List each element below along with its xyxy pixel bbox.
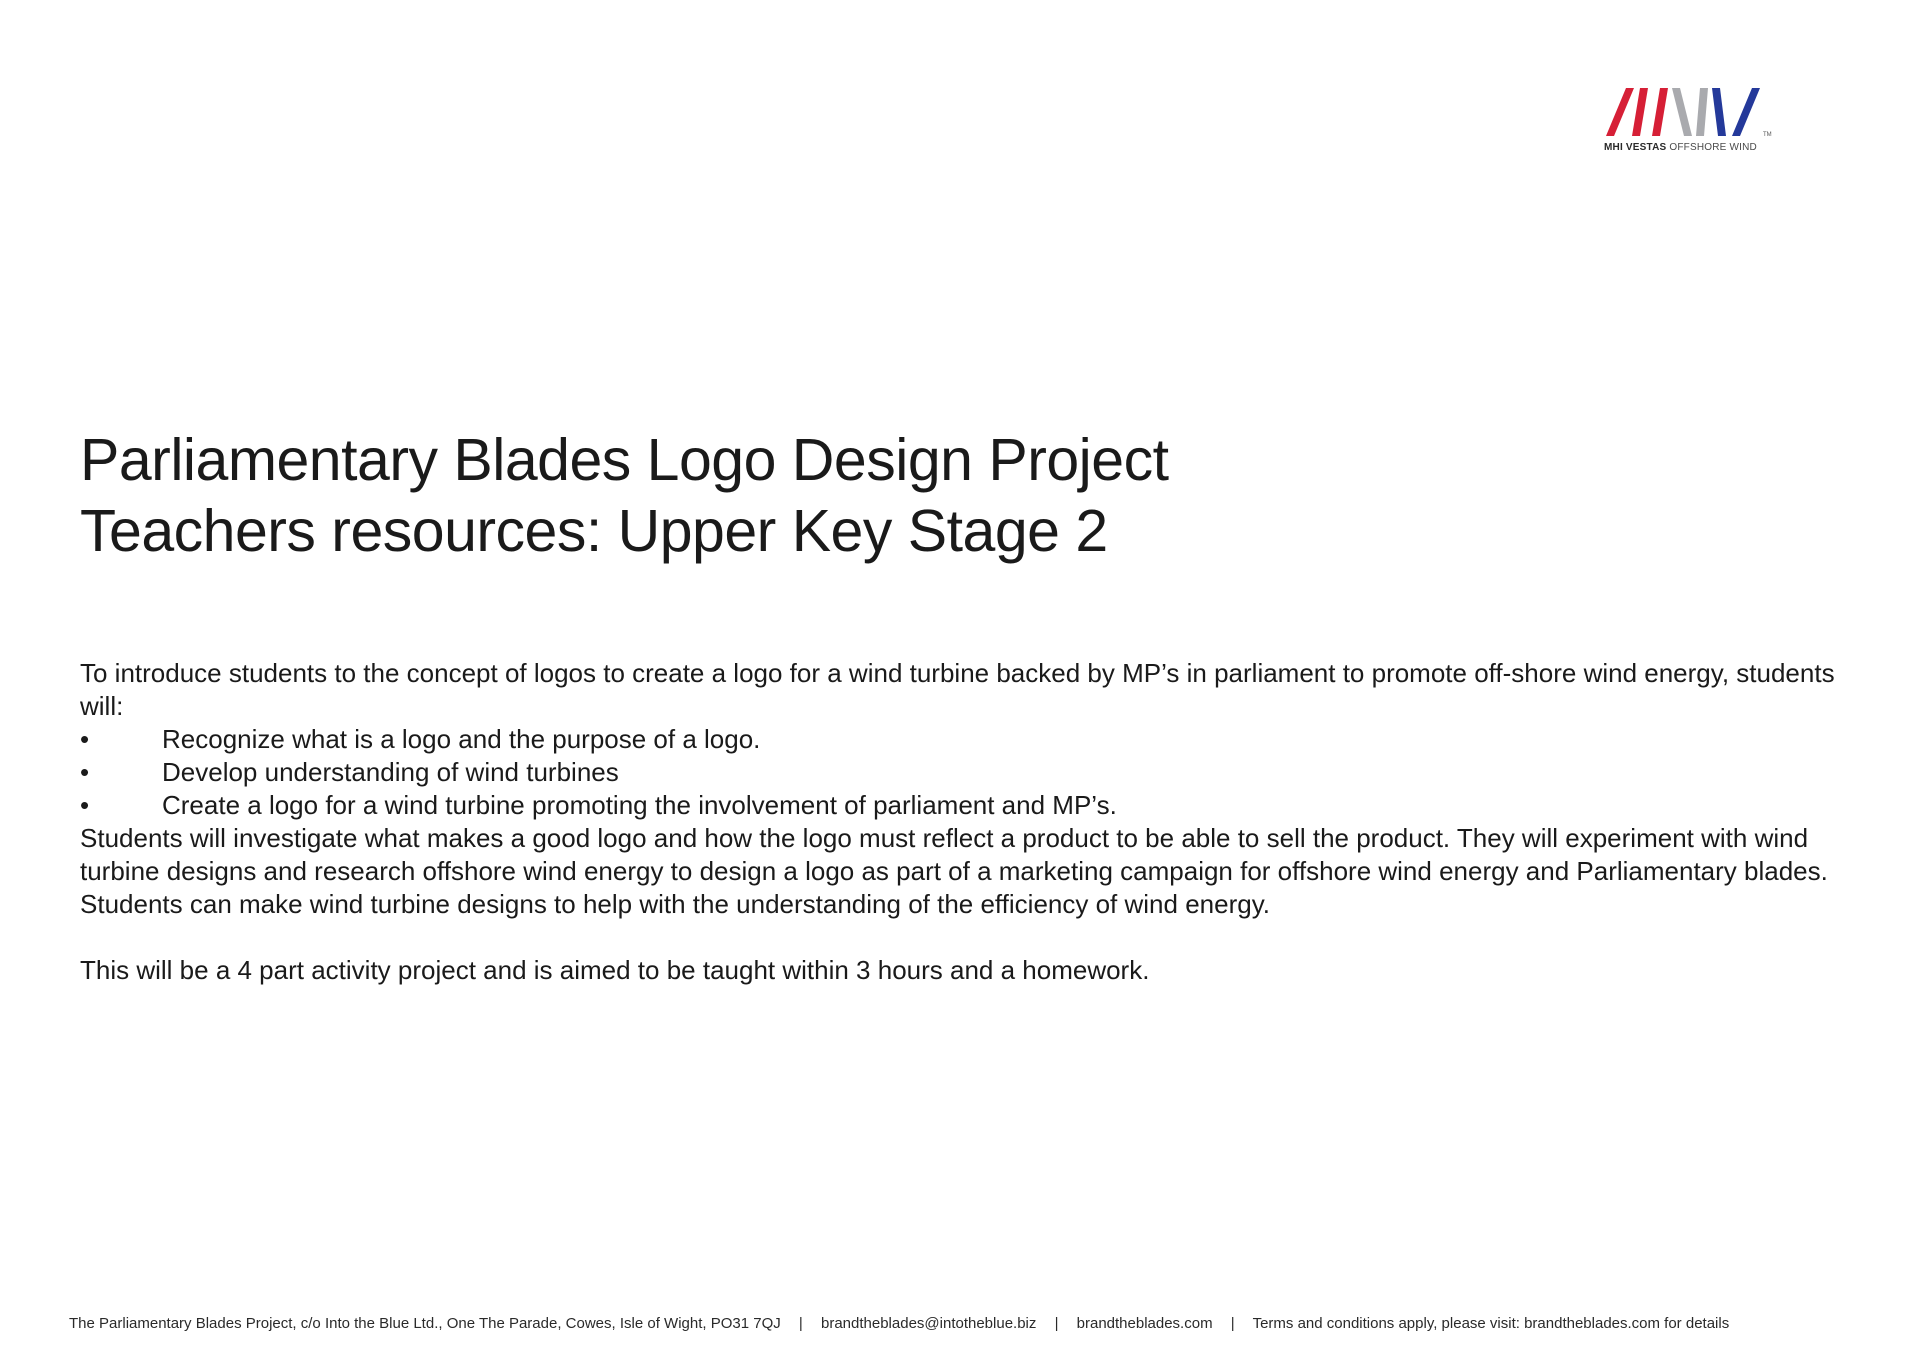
title-line-1: Parliamentary Blades Logo Design Project <box>80 427 1169 493</box>
bullet-icon: • <box>80 790 90 820</box>
list-item <box>80 789 1840 822</box>
footer-separator: | <box>798 1315 803 1332</box>
trademark-mark: TM <box>1763 132 1772 138</box>
paragraph-spacer <box>80 921 1840 954</box>
logo-stroke-grey-2 <box>1696 88 1708 136</box>
logo-stroke-red-1 <box>1606 88 1634 136</box>
closing-paragraph: This will be a 4 part activity project and is aimed to be taught within 3 hours and a homework. <box>80 955 1150 985</box>
logo-wordmark-bold: MHI VESTAS <box>1604 142 1667 153</box>
footer-website[interactable]: brandtheblades.com <box>1076 1315 1213 1332</box>
description-paragraph: Students will investigate what makes a good logo and how the logo must reflect a product to be able to sell the product. They will experiment with wind turbine designs and research offshore wind energy to design a logo as part of a marketing campaign for offshore wind energy and Parliamentary blades. Students can make wind turbine designs to help with the understanding of the efficiency of wind energy. <box>80 823 1828 919</box>
footer-terms: Terms and conditions apply, please visit: brandtheblades.com for details <box>1252 1315 1730 1332</box>
logo-wordmark-light: OFFSHORE WIND <box>1669 142 1757 153</box>
footer-separator: | <box>1230 1315 1235 1332</box>
logo-mark-icon <box>1602 86 1774 138</box>
logo-stroke-blue-2 <box>1732 88 1760 136</box>
footer-address: The Parliamentary Blades Project, c/o Into the Blue Ltd., One The Parade, Cowes, Isle of Wight, PO31 7QJ <box>69 1315 781 1332</box>
logo-stroke-grey-1 <box>1672 88 1692 136</box>
bullet-icon: • <box>80 724 90 754</box>
logo-stroke-red-3 <box>1652 88 1668 136</box>
body-text <box>80 657 1840 987</box>
list-item <box>80 723 1840 756</box>
list-item-text: Develop understanding of wind turbines <box>162 757 619 787</box>
page-title <box>80 425 1580 567</box>
logo-wordmark <box>1604 142 1776 153</box>
logo-stroke-red-2 <box>1632 88 1648 136</box>
list-item-text: Create a logo for a wind turbine promoting the involvement of parliament and MP’s. <box>162 790 1117 820</box>
list-item-text: Recognize what is a logo and the purpose of a logo. <box>162 724 761 754</box>
title-line-2: Teachers resources: Upper Key Stage 2 <box>80 498 1108 564</box>
page-footer <box>69 1314 1869 1334</box>
objectives-list <box>80 723 1840 822</box>
mhi-vestas-logo <box>1602 86 1774 156</box>
bullet-icon: • <box>80 757 90 787</box>
logo-stroke-blue-1 <box>1712 88 1726 136</box>
footer-separator: | <box>1054 1315 1059 1332</box>
intro-paragraph: To introduce students to the concept of logos to create a logo for a wind turbine backed by MP’s in parliament to promote off-shore wind energy, students will: <box>80 658 1835 721</box>
list-item <box>80 756 1840 789</box>
footer-email[interactable]: brandtheblades@intotheblue.biz <box>821 1315 1037 1332</box>
